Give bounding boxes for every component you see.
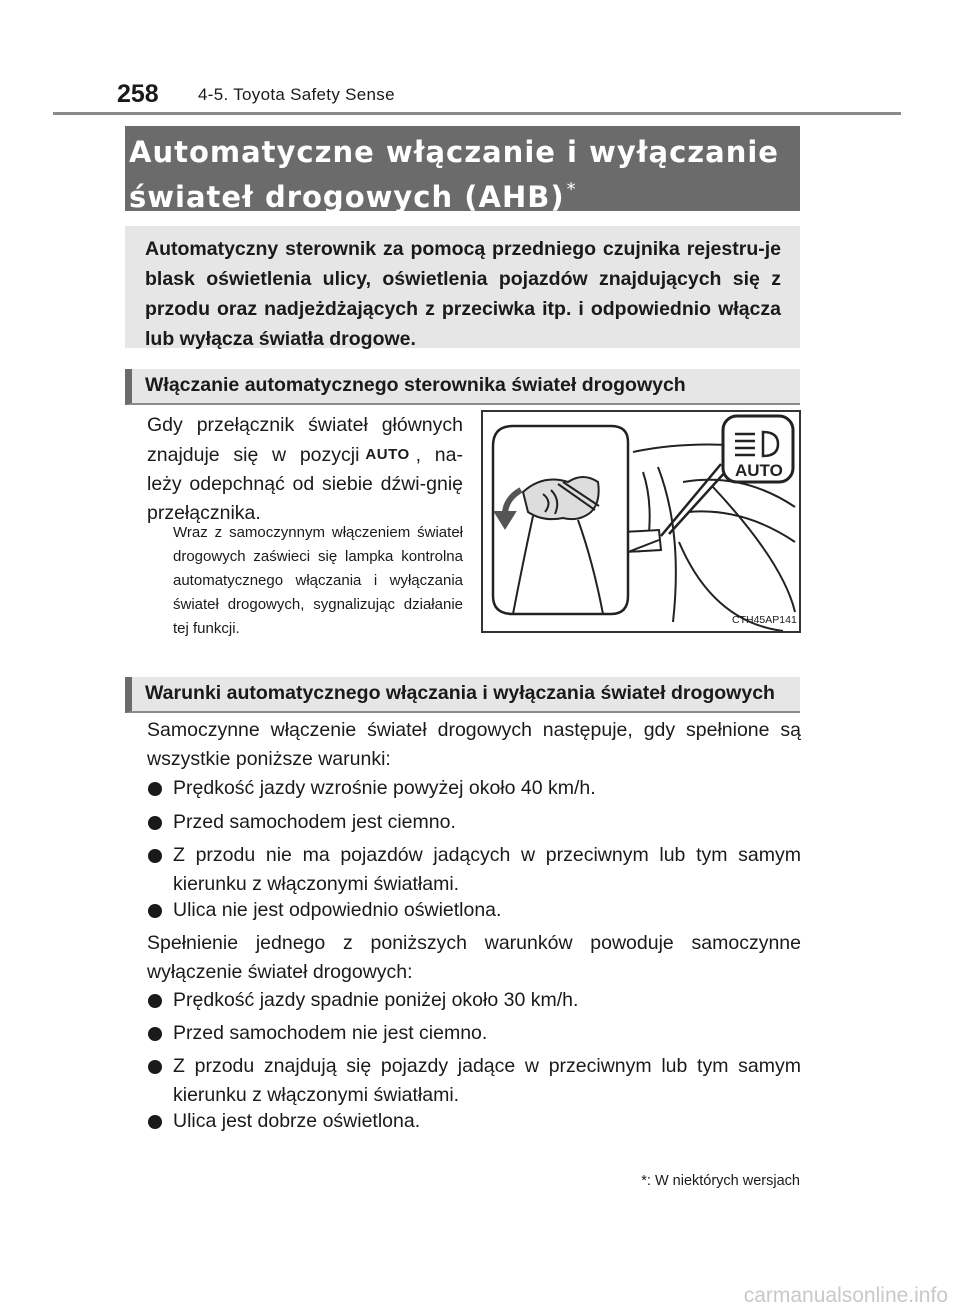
- footnote: [641, 1173, 800, 1189]
- list-item: [147, 896, 801, 925]
- instruction-text-before: Gdy przełącznik świateł głównych znajduje się w pozycji: [147, 414, 463, 466]
- auto-position-symbol: AUTO: [365, 446, 410, 463]
- bullet-icon: [148, 816, 162, 830]
- list-item: [147, 1107, 801, 1136]
- off-conditions-intro: Spełnienie jednego z poniższych warunków powoduje samoczynne wyłączenie świateł drogowych:: [147, 932, 801, 983]
- footnote-marker: *: [641, 1173, 647, 1189]
- footnote-marker: *: [566, 179, 577, 200]
- bullet-icon: [148, 849, 162, 863]
- auto-icon-label: AUTO: [735, 461, 783, 480]
- indicator-note: Wraz z samoczynnym włączeniem świateł drogowych zaświeci się lampka kontrolna automatycznego włączania i wyłączania świateł drogowych, sygnalizując działanie tej funkcji.: [173, 524, 463, 637]
- title-line-1: Automatyczne włączanie i wyłączanie: [129, 135, 779, 169]
- list-item-text: Przed samochodem jest ciemno.: [173, 811, 456, 833]
- list-item-text: Z przodu znajdują się pojazdy jadące w przeciwnym lub tym samym kierunku z włączonymi światłami.: [173, 1055, 801, 1106]
- list-item-text: Prędkość jazdy wzrośnie powyżej około 40 km/h.: [173, 777, 596, 799]
- bullet-icon: [148, 1115, 162, 1129]
- on-conditions-intro: Samoczynne włączenie świateł drogowych następuje, gdy spełnione są wszystkie poniższe warunki:: [147, 719, 801, 770]
- steering-lever-illustration: [481, 410, 801, 633]
- bullet-icon: [148, 1027, 162, 1041]
- instruction-text-after: , na-leży odepchnąć od siebie dźwi-gnię przełącznika.: [147, 444, 463, 524]
- title-line-2: [129, 171, 800, 216]
- list-item: [147, 1019, 801, 1048]
- header-rule: [53, 112, 901, 115]
- section-title: [125, 126, 800, 214]
- title-line-2-text: świateł drogowych (AHB): [129, 180, 565, 214]
- page-number: 258: [117, 80, 159, 108]
- list-item-text: Z przodu nie ma pojazdów jadących w przeciwnym lub tym samym kierunku z włączonymi światłami.: [173, 844, 801, 895]
- list-item: [147, 841, 801, 899]
- intro-panel: [125, 226, 800, 348]
- list-item: [147, 1052, 801, 1110]
- list-item: [147, 808, 801, 837]
- activation-instruction: [147, 411, 463, 528]
- footnote-text: : W niektórych wersjach: [646, 1173, 800, 1189]
- watermark: carmanualsonline.info: [743, 1284, 948, 1307]
- chapter-title: 4-5. Toyota Safety Sense: [198, 85, 395, 104]
- list-item-text: Ulica jest dobrze oświetlona.: [173, 1110, 421, 1132]
- lever-drawing: [483, 412, 799, 631]
- bullet-icon: [148, 782, 162, 796]
- bullet-icon: [148, 904, 162, 918]
- section-heading-activation: Włączanie automatycznego sterownika świateł drogowych: [125, 369, 800, 405]
- list-item-text: Przed samochodem nie jest ciemno.: [173, 1022, 488, 1044]
- bullet-icon: [148, 994, 162, 1008]
- bullet-icon: [148, 1060, 162, 1074]
- list-item: [147, 986, 801, 1015]
- list-item: [147, 774, 801, 803]
- section-heading-conditions: Warunki automatycznego włączania i wyłączania świateł drogowych: [125, 677, 800, 713]
- figure-code: CTH45AP141: [732, 614, 797, 626]
- intro-text: Automatyczny sterownik za pomocą przedniego czujnika rejestru-je blask oświetlenia ulicy, oświetlenia pojazdów znajdujących się z przodu oraz nadjeżdżających z przeciwka itp. i odpowiednio włącza lub wyłącza światła drogowe.: [145, 238, 781, 350]
- list-item-text: Ulica nie jest odpowiednio oświetlona.: [173, 899, 502, 921]
- list-item-text: Prędkość jazdy spadnie poniżej około 30 km/h.: [173, 989, 579, 1011]
